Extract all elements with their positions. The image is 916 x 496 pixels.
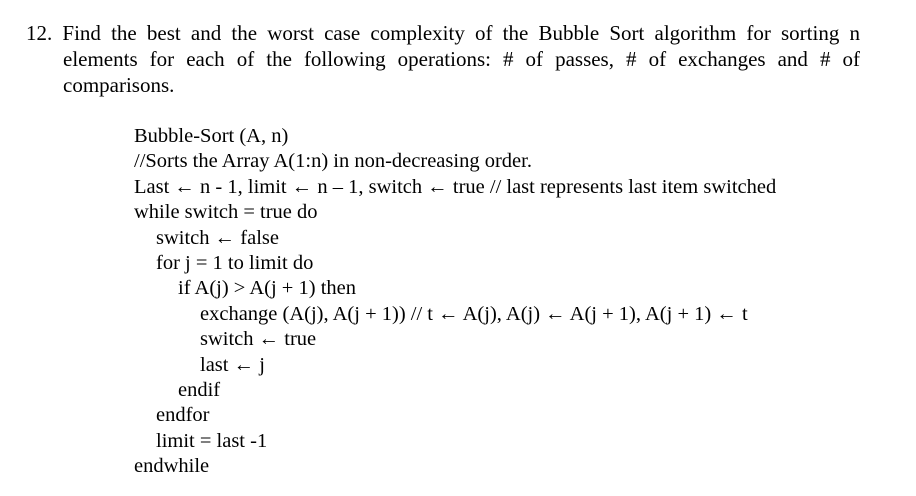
code-line-endif: endif	[178, 379, 221, 402]
code-line-limit: limit = last -1	[156, 429, 268, 452]
code-line-exchange: exchange (A(j), A(j + 1)) // t ← A(j), A(j) ← A(j + 1), A(j + 1) ← t	[200, 302, 748, 325]
code-line-switch-false: switch ← false	[156, 226, 279, 249]
code-line-endwhile: endwhile	[134, 455, 210, 478]
question-line-2: elements for each of the following operations: # of passes, # of exchanges and # of	[63, 47, 860, 71]
code-line-while: while switch = true do	[134, 201, 318, 224]
question-text	[26, 20, 860, 98]
code-line-if: if A(j) > A(j + 1) then	[178, 277, 356, 300]
code-line-last: last ← j	[200, 353, 265, 376]
code-line-switch-true: switch ← true	[200, 328, 317, 351]
code-line-signature: Bubble-Sort (A, n)	[134, 125, 289, 147]
question-line-3: comparisons.	[63, 73, 175, 97]
code-line-comment: //Sorts the Array A(1:n) in non-decreasing order.	[134, 150, 532, 173]
code-line-for: for j = 1 to limit do	[156, 252, 314, 275]
code-line-endfor: endfor	[156, 404, 210, 427]
question-line-1: 12. Find the best and the worst case complexity of the Bubble Sort algorithm for sorting n	[26, 21, 860, 45]
code-line-init: Last ← n - 1, limit ← n – 1, switch ← true // last represents last item switched	[134, 175, 777, 198]
bubble-sort-pseudocode	[134, 124, 776, 480]
